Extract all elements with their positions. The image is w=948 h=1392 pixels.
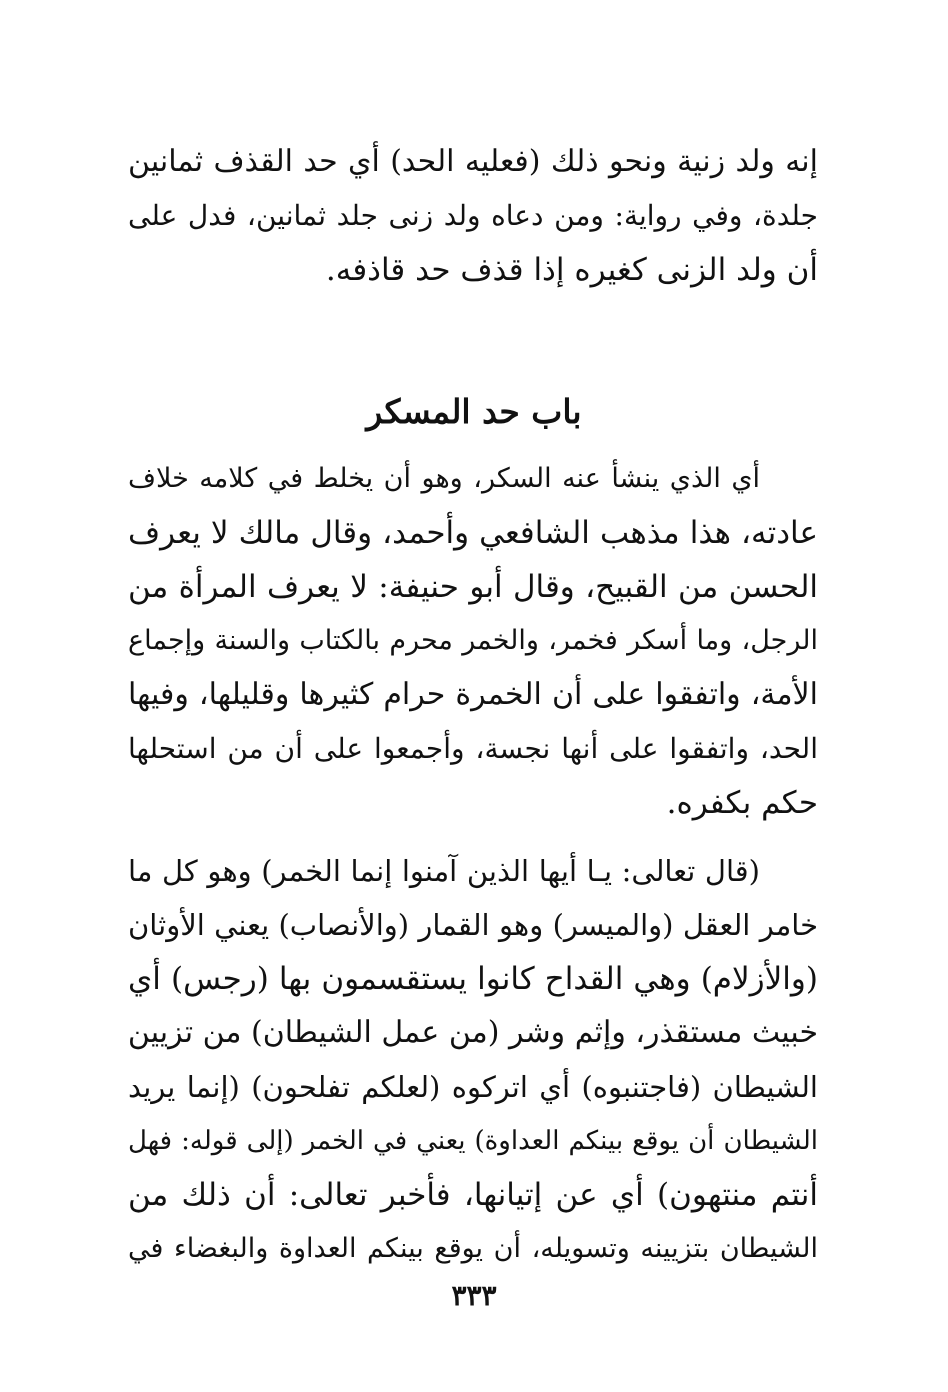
- text-line: الرجل، وما أسكر فخمر، والخمر محرم بالكتاب والسنة وإجماع: [128, 625, 818, 656]
- text-line: أي الذي ينشأ عنه السكر، وهو أن يخلط في كلامه خلاف: [128, 463, 760, 494]
- paragraph-qadhf: [128, 135, 818, 297]
- text-line: الحسن من القبيح، وقال أبو حنيفة: لا يعرف المرأة من: [128, 569, 818, 605]
- paragraph-verse: [128, 844, 818, 1276]
- text-line: أنتم منتهون) أي عن إتيانها، فأخبر تعالى: أن ذلك من: [128, 1177, 818, 1213]
- chapter-heading: باب حد المسكر: [366, 392, 582, 431]
- text-line: جلدة، وفي رواية: ومن دعاه ولد زنى جلد ثمانين، فدل على: [128, 199, 818, 232]
- paragraph-definition: [128, 452, 818, 830]
- text-line: خامر العقل (والميسر) وهو القمار (والأنصاب) يعني الأوثان: [128, 908, 818, 942]
- text-line: الشيطان (فاجتنبوه) أي اتركوه (لعلكم تفلحون) (إنما يريد: [128, 1070, 818, 1104]
- text-line: (قال تعالى: يـا أيها الذين آمنوا إنما الخمر) وهو كل ما: [128, 854, 760, 888]
- text-line: الشيطان أن يوقع بينكم العداوة) يعني في الخمر (إلى قوله: فهل: [128, 1126, 818, 1156]
- text-line: (والأزلام) وهي القداح كانوا يستقسمون بها (رجس) أي: [128, 961, 818, 997]
- text-line: أن ولد الزنى كغيره إذا قذف حد قاذفه.: [325, 252, 818, 288]
- text-line: عادته، هذا مذهب الشافعي وأحمد، وقال مالك لا يعرف: [128, 515, 818, 551]
- page-number: ٣٣٣: [451, 1279, 497, 1312]
- text-line: الحد، واتفقوا على أنها نجسة، وأجمعوا على أن من استحلها: [128, 732, 818, 765]
- text-line: خبيث مستقذر، وإثم وشر (من عمل الشيطان) من تزيين: [127, 1015, 818, 1050]
- text-line: حكم بكفره.: [666, 785, 818, 821]
- text-line: إنه ولد زنية ونحو ذلك (فعليه الحد) أي حد القذف ثمانين: [128, 144, 818, 179]
- text-line: الشيطان بتزيينه وتسويله، أن يوقع بينكم العداوة والبغضاء في: [128, 1233, 818, 1264]
- text-line: الأمة، واتفقوا على أن الخمرة حرام كثيرها وقليلها، وفيها: [128, 677, 818, 712]
